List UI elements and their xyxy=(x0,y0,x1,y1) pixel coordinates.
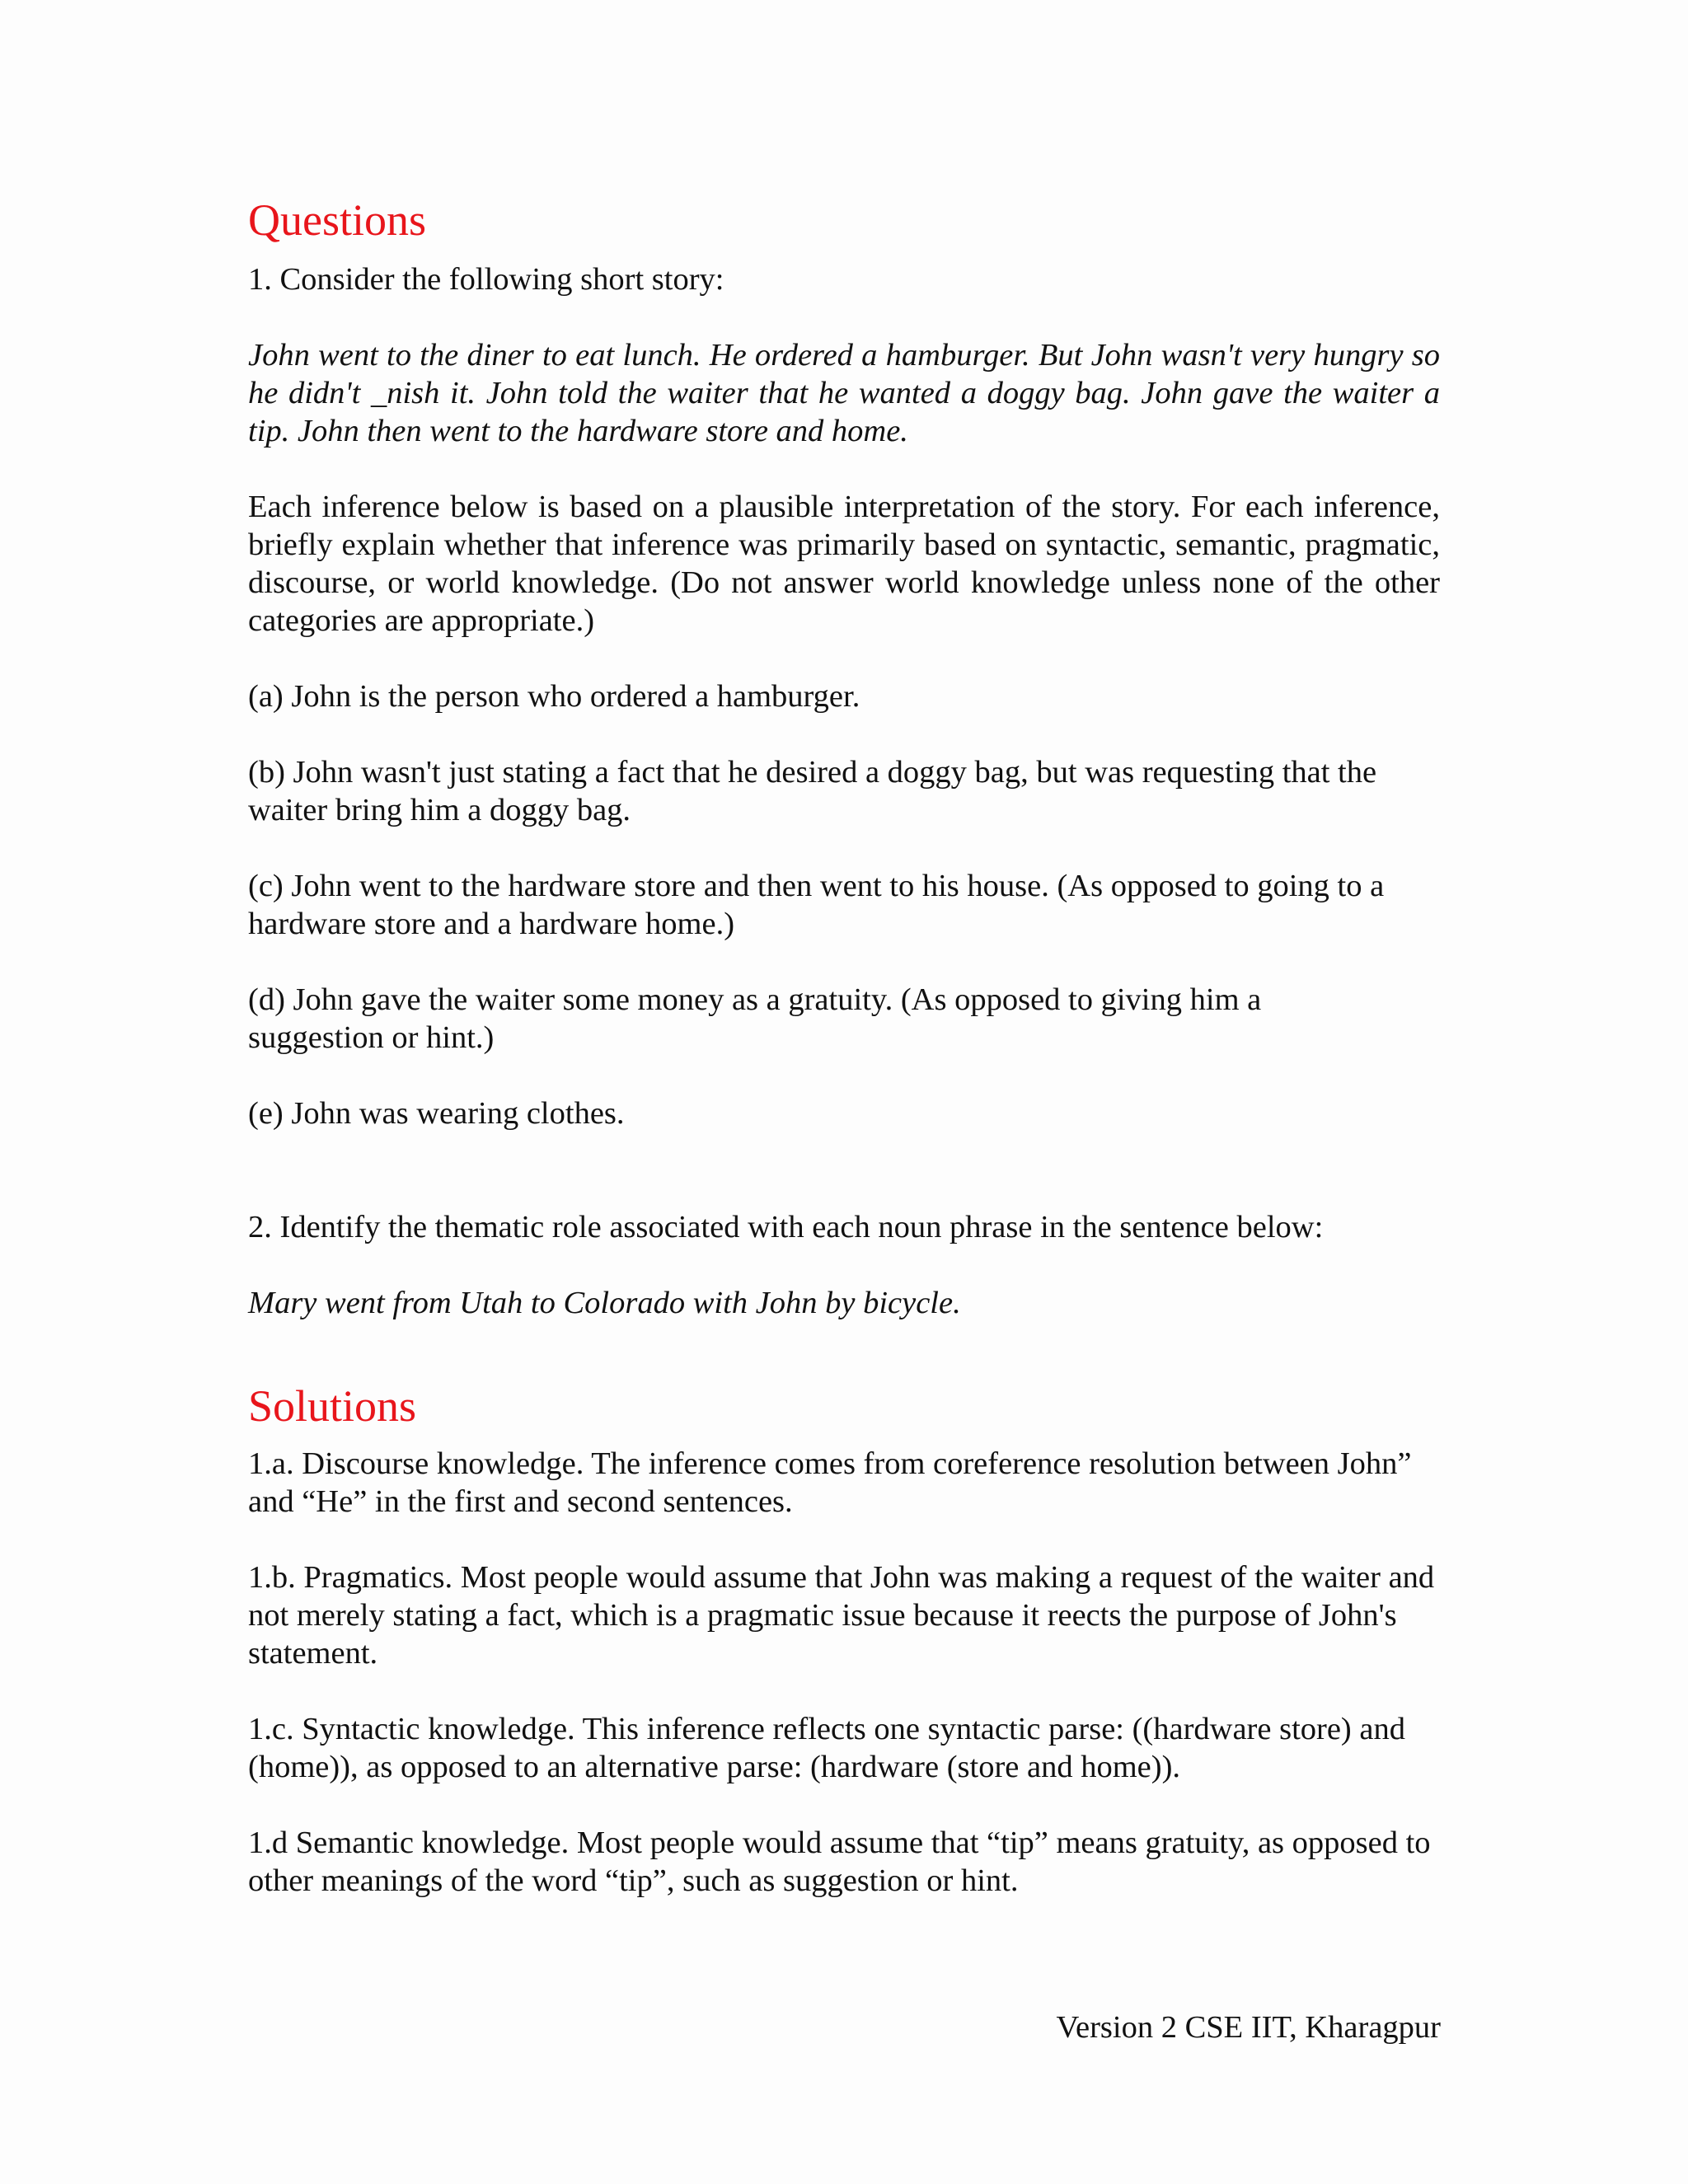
solution-1b: 1.b. Pragmatics. Most people would assume that John was making a request of the waiter and not merely stating a fact, which is a pragmatic issue because it reects the purpose of John's statement. xyxy=(248,1559,1435,1671)
solution-1c: 1.c. Syntactic knowledge. This inference reflects one syntactic parse: ((hardware store) and (home)), as opposed to an alternative parse: (hardware (store and home)). xyxy=(248,1711,1405,1784)
page-content xyxy=(248,194,1441,1900)
page-footer: Version 2 CSE IIT, Kharagpur xyxy=(1056,2010,1441,2045)
inference-e: (e) John was wearing clothes. xyxy=(248,1095,625,1131)
inference-b: (b) John wasn't just stating a fact that he desired a doggy bag, but was requesting that the waiter bring him a doggy bag. xyxy=(248,754,1377,827)
inference-a: (a) John is the person who ordered a hamburger. xyxy=(248,678,860,714)
inference-c: (c) John went to the hardware store and then went to his house. (As opposed to going to a hardware store and a hardware home.) xyxy=(248,868,1385,941)
question-2-intro: 2. Identify the thematic role associated with each noun phrase in the sentence below: xyxy=(248,1209,1324,1244)
solution-1a: 1.a. Discourse knowledge. The inference comes from coreference resolution between John” and “He” in the first and second sentences. xyxy=(248,1446,1412,1519)
inference-d: (d) John gave the waiter some money as a gratuity. (As opposed to giving him a suggestion or hint.) xyxy=(248,982,1262,1055)
question-1-intro: 1. Consider the following short story: xyxy=(248,261,724,297)
questions-heading: Questions xyxy=(248,195,426,245)
solution-1d: 1.d Semantic knowledge. Most people would assume that “tip” means gratuity, as opposed to other meanings of the word “tip”, such as suggestion or hint. xyxy=(248,1825,1431,1898)
solutions-heading: Solutions xyxy=(248,1380,417,1431)
story-text: John went to the diner to eat lunch. He ordered a hamburger. But John wasn't very hungry so he didn't _nish it. John told the waiter that he wanted a doggy bag. John gave the waiter a tip. John then went to the hardware store and home. xyxy=(248,337,1440,448)
instructions-text: Each inference below is based on a plausible interpretation of the story. For each inference, briefly explain whether that inference was primarily based on syntactic, semantic, pragmatic, discourse, or world knowledge. (Do not answer world knowledge unless none of the other categories are appropriate.) xyxy=(248,489,1440,638)
question-2-sentence: Mary went from Utah to Colorado with John by bicycle. xyxy=(248,1285,961,1320)
